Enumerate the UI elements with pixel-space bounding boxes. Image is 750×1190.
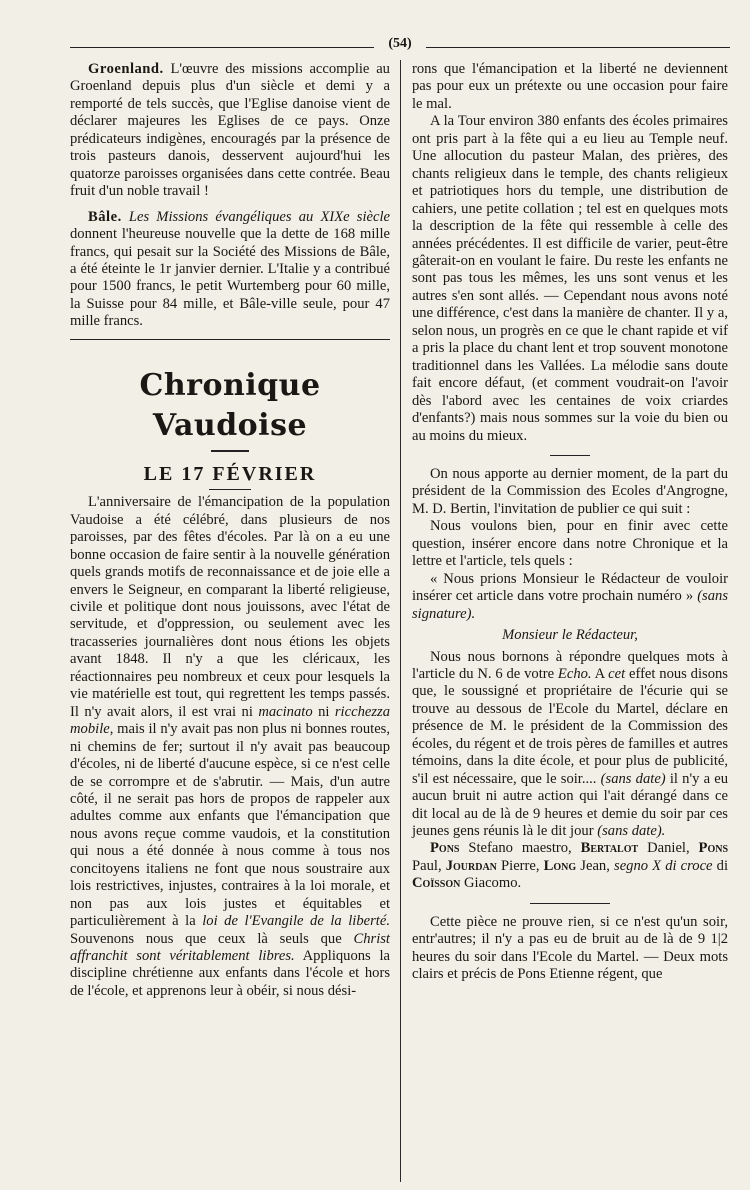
italic-run: (sans date). [597, 823, 666, 840]
continuation-paragraph: rons que l'émancipation et la liberté ne deviennent pas pour eux un prétexte ou une occasion pour faire le mal. [412, 61, 728, 112]
italic-run: loi de l'Evangile de la liberté. [202, 913, 390, 930]
bale-lead: Bâle. [88, 208, 122, 225]
signature-name: Jourdan [445, 857, 497, 874]
text-run: Pierre, [501, 857, 540, 874]
signature-name: Coïsson [412, 875, 461, 892]
text-run: mais il n'y avait pas non plus ni bonnes routes, ni chemins de fer; surtout il n'y avait pas beaucoup d'écoles, ni de liberté d'aucune espèce, si ce n'est celle de se corrompre et de s'abrutir. — Mais, d'un autre côté, il ne serait pas hors de propos de rappeler aux adultes comme aux enfants que l'émancipation que nous avons reçue comme vaudois, et la constitution qui nous a été donnée à nous comme à tous nos concitoyens italiens ne font que nous soustraire aux lois restrictives, injustes, contraires à la loi morale, et non pas aux lois justes et équitables et particulièrement à la [70, 721, 390, 930]
signature-name: Pons [698, 840, 729, 857]
subtitle-dash [209, 489, 251, 490]
text-run: Stefano maestro, [468, 840, 572, 857]
italic-run: Echo. [557, 665, 592, 682]
text-run: Jean, [580, 857, 610, 874]
closing-paragraph: Cette pièce ne prouve rien, si ce n'est qu'un soir, entr'autres; il n'y a pas eu de bruit au de là de 9 1|2 heures du soir dans l'Ecole du Martel. — Deux mots clairs et précis de Pons Etienne régent, que [412, 913, 728, 983]
italic-run: (sans date) [600, 770, 666, 787]
letter-signatures [412, 840, 728, 892]
groenland-body: L'œuvre des missions accomplie au Groenland depuis plus d'un siècle et demi y a remporté de tels succès, que l'Eglise danoise vient de déclarer majeures les Eglises de ce pays. Onze prédicateurs indigènes, encouragés par la présence de trois pasteurs danois, desservent aujourd'hui les quatorze paroisses organisées dans cette contrée. Beau fruit d'un noble travail ! [70, 61, 390, 200]
letter-body [412, 649, 728, 841]
signature-name: Bertalot [580, 840, 639, 857]
announcement-paragraph: On nous apporte au dernier moment, de la part du président de la Commission des Ecoles d'Angrogne, M. D. Bertin, l'invitation de publier ce qui suit : [412, 465, 728, 517]
title-dash [211, 450, 249, 452]
text-run: ni [318, 703, 330, 720]
text-run: A [594, 665, 605, 682]
text-run: Souvenons nous que ceux là seuls que [70, 930, 342, 947]
short-rule [530, 903, 610, 904]
text-run: Paul, [412, 857, 442, 874]
request-paragraph [412, 571, 728, 623]
bale-paragraph [70, 209, 390, 331]
letter-salutation: Monsieur le Rédacteur, [502, 627, 638, 644]
bale-italic: Les Missions évangéliques au XIXe siècle [128, 208, 390, 225]
text-run: « Nous prions Monsieur le Rédacteur de vouloir insérer cet article dans votre prochain numéro » [412, 570, 728, 605]
signature-name: Long [543, 857, 577, 874]
text-run: effet nous disons que, le soussigné et propriétaire de l'écurie qui se trouve au dessous de l'Ecole du Martel, déclare en présence de M. le président de la Commission des écoles, du régent et de trois pères de familles et autres témoins, dans la dite école, et pour plus de publicité, s'il est nécessaire, que le soir.... [412, 665, 728, 787]
text-run: di [716, 857, 729, 874]
text-run: L'anniversaire de l'émancipation de la population Vaudoise a été célébré, dans plusieurs de nos paroisses, par des fêtes d'écoles. Par là on a eu une bonne occasion de faire sentir à la nouvelle génération quels grands motifs de reconnaissance et de joie elle a envers le Seigneur, en comparant la liberté religieuse, civile et politique dont nous jouissons, avec l'état de servitude, et d'oppression, ou seulement avec les tracasseries journalières dont nous étions les objets avant 1848. Il n'y a que les cléricaux, les réactionnaires peu nombreux et ceux pour lesquels la vie matérielle est tout, qui regrettent les temps passés. Il n'y avait alors, il est vrai ni [70, 494, 390, 720]
editor-note-paragraph: Nous voulons bien, pour en finir avec cette question, insérer encore dans notre Chronique et la lettre et l'article, tels quels : [412, 518, 728, 570]
text-run: Nous nous bornons à répondre quelques mots à l'article du N. 6 de votre [412, 648, 728, 682]
italic-run: ricchezza mobile, [70, 703, 390, 738]
short-rule [550, 455, 590, 456]
column-divider [400, 60, 401, 1182]
bale-body: donnent l'heureuse nouvelle que la dette de 168 mille francs, qui pesait sur la Société des Missions de Bâle, a été éteinte le 1r janvier dernier. L'Italie y a contribué pour 1500 francs, le petit Wurtemberg pour 60 mille, la Suisse pour 84 mille, et Bâle-ville seule, pour 47 mille francs. [70, 226, 390, 330]
text-run: il n'y a eu aucun bruit ni autre action qui l'ait dérangé dans ce dit local au de là de 9 heures et demie du soir par ces jeunes gens réunis là le dit jour [412, 770, 729, 840]
section-rule [70, 339, 390, 340]
article-subtitle: LE 17 FÉVRIER [143, 462, 317, 485]
italic-run: cet [608, 665, 626, 682]
italic-run: macinato [258, 703, 313, 720]
right-column [412, 61, 728, 984]
groenland-lead: Groenland. [88, 61, 164, 77]
text-run: Daniel, [647, 840, 690, 857]
text-run: Giacomo. [464, 875, 522, 892]
section-title: Chronique Vaudoise [139, 367, 321, 443]
italic-run: Christ affranchit sont véritablement libres. [70, 930, 390, 965]
text-run: Appliquons la discipline chrétienne aux enfants dans l'école et hors de l'école, et apprenons leur à obéir, si nous dési- [70, 948, 391, 999]
italic-run: (sans signature). [412, 588, 728, 622]
left-column [70, 61, 390, 1000]
la-tour-paragraph: A la Tour environ 380 enfants des écoles primaires ont pris part à la fête qui a eu lieu au Temple neuf. Une allocution du pasteur Malan, des prières, des chants religieux dans le temple, des chants religieux et patriotiques hors du temple, une distribution de cahiers, une petite collation ; tel est en quelques mots la description de la fête qui ressemble à celle des années précédentes. Il est difficile de varier, peut-être gâterait-on en voulant le faire. Du reste les enfants ne sont pas tous les mêmes, les uns sont venus et les autres s'en sont allés. — Cependant nous avons noté une différence, c'est dans la manière de chanter. Il y a, selon nous, un progrès en ce que le chant rapide et vif a pris la place du chant lent et trop souvent monotone traditionnel dans les Vallées. La mélodie sans doute fait encore défaut, (et comment voudrait-on l'avoir dès l'abord avec les centaines de voix criardes d'enfants?) mais nous sommes sur la voie du bien ou au moins du mieux. [412, 113, 728, 444]
italic-run: segno X di croce [614, 857, 713, 874]
article-paragraph-1 [70, 494, 390, 1000]
signature-name: Pons [430, 840, 460, 857]
page-number: (54) [374, 36, 426, 52]
groenland-paragraph [70, 61, 390, 201]
